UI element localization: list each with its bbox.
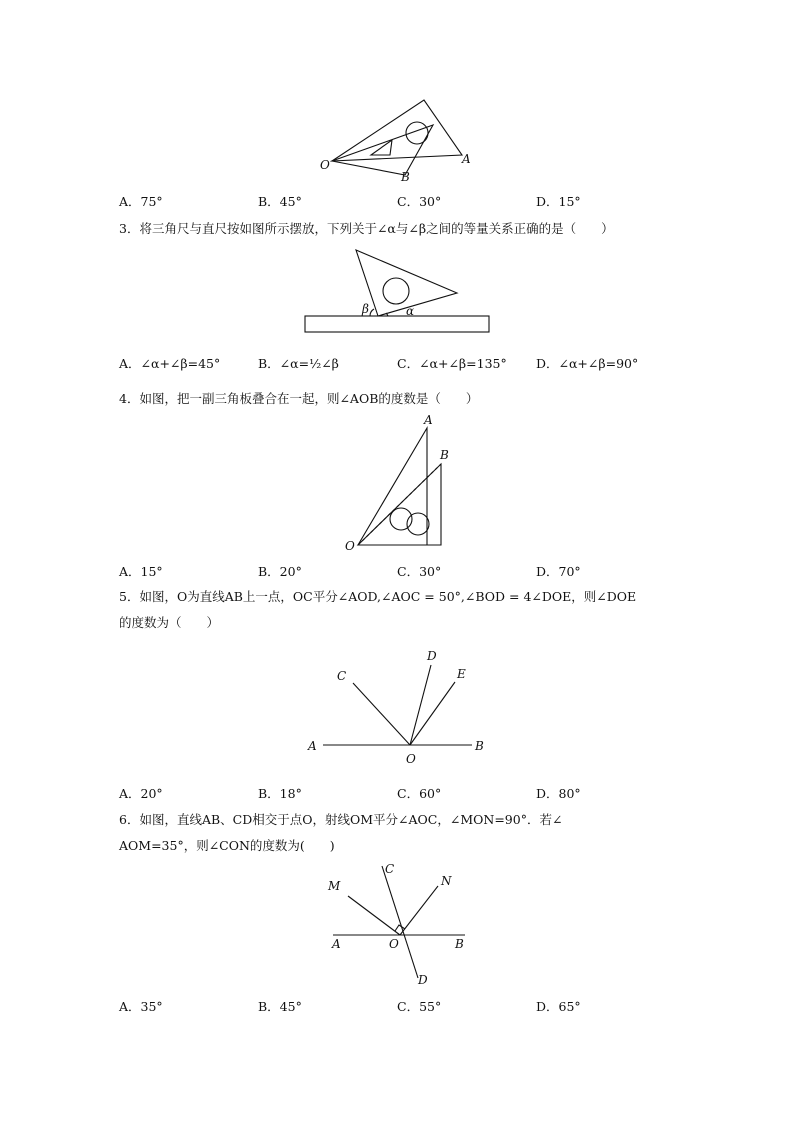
q6-line-cd (382, 866, 418, 978)
q6-ray-on (400, 886, 438, 935)
q5-ray-oe (410, 682, 455, 745)
q5-label-a: A (308, 739, 317, 753)
q4-option-d[interactable]: D．70° (536, 564, 581, 579)
q2-option-b[interactable]: B．45° (258, 194, 302, 209)
q5-label-o: O (406, 752, 416, 766)
q3-stem: 3．将三角尺与直尺按如图所示摆放，下列关于∠α与∠β之间的等量关系正确的是（ ） (119, 221, 614, 236)
q5-label-b: B (475, 739, 484, 753)
q2-small-triangle-hole (371, 140, 392, 155)
q3-figure (300, 245, 495, 337)
q6-ray-om (348, 896, 400, 935)
q4-stem: 4．如图，把一副三角板叠合在一起，则∠AOB的度数是（ ） (119, 391, 479, 406)
q2-figure (315, 95, 480, 185)
q3-option-d[interactable]: D．∠α+∠β=90° (536, 356, 639, 371)
q3-label-alpha: α (406, 304, 415, 318)
q3-arc-beta (370, 309, 374, 316)
q2-option-d[interactable]: D．15° (536, 194, 581, 209)
q3-ruler (305, 316, 489, 332)
q6-label-o: O (389, 937, 399, 951)
q5-label-d: D (427, 649, 437, 663)
q6-label-a: A (332, 937, 341, 951)
q6-label-n: N (441, 874, 452, 888)
q6-option-b[interactable]: B．45° (258, 999, 302, 1014)
q3-triangle-hole (383, 278, 409, 304)
q4-option-b[interactable]: B．20° (258, 564, 302, 579)
q5-ray-oc (353, 683, 410, 745)
q6-label-c: C (385, 862, 395, 876)
q2-label-b: B (401, 170, 410, 184)
q2-option-a[interactable]: A．75° (119, 194, 163, 209)
q5-label-e: E (457, 667, 466, 681)
q4-large-triangle (358, 428, 427, 545)
q5-ray-od (410, 665, 431, 745)
q2-label-a: A (462, 152, 471, 166)
q2-label-o: O (320, 158, 330, 172)
q2-large-triangle (332, 100, 462, 161)
q3-option-a[interactable]: A．∠α+∠β=45° (119, 356, 221, 371)
q6-stem-line2: AOM=35°，则∠CON的度数为( ) (119, 838, 335, 853)
q3-option-c[interactable]: C．∠α+∠β=135° (397, 356, 507, 371)
q5-option-c[interactable]: C．60° (397, 786, 442, 801)
q4-figure (340, 412, 460, 557)
q5-label-c: C (337, 669, 347, 683)
q5-stem-line1: 5．如图，O为直线AB上一点，OC平分∠AOD,∠AOC = 50°,∠BOD = 4∠DOE，则∠DOE (119, 589, 637, 604)
q5-option-d[interactable]: D．80° (536, 786, 581, 801)
q3-option-b[interactable]: B．∠α=½∠β (258, 356, 339, 371)
q6-label-m: M (328, 879, 341, 893)
q5-stem-line2: 的度数为（ ） (119, 615, 220, 630)
q6-label-d: D (418, 973, 428, 987)
q6-label-b: B (455, 937, 464, 951)
q4-label-a: A (424, 413, 433, 427)
q6-figure (320, 858, 480, 993)
q4-option-a[interactable]: A．15° (119, 564, 163, 579)
q4-label-o: O (345, 539, 355, 553)
q5-option-b[interactable]: B．18° (258, 786, 302, 801)
q3-label-beta: β (362, 302, 369, 316)
q6-option-c[interactable]: C．55° (397, 999, 442, 1014)
q5-figure (300, 645, 495, 770)
q2-second-triangle (332, 125, 433, 175)
q6-stem-line1: 6．如图，直线AB、CD相交于点O，射线OM平分∠AOC，∠MON=90°．若∠ (119, 812, 563, 827)
q4-label-b: B (440, 448, 449, 462)
q6-option-d[interactable]: D．65° (536, 999, 581, 1014)
q6-option-a[interactable]: A．35° (119, 999, 163, 1014)
q5-option-a[interactable]: A．20° (119, 786, 163, 801)
q4-option-c[interactable]: C．30° (397, 564, 442, 579)
q2-option-c[interactable]: C．30° (397, 194, 442, 209)
